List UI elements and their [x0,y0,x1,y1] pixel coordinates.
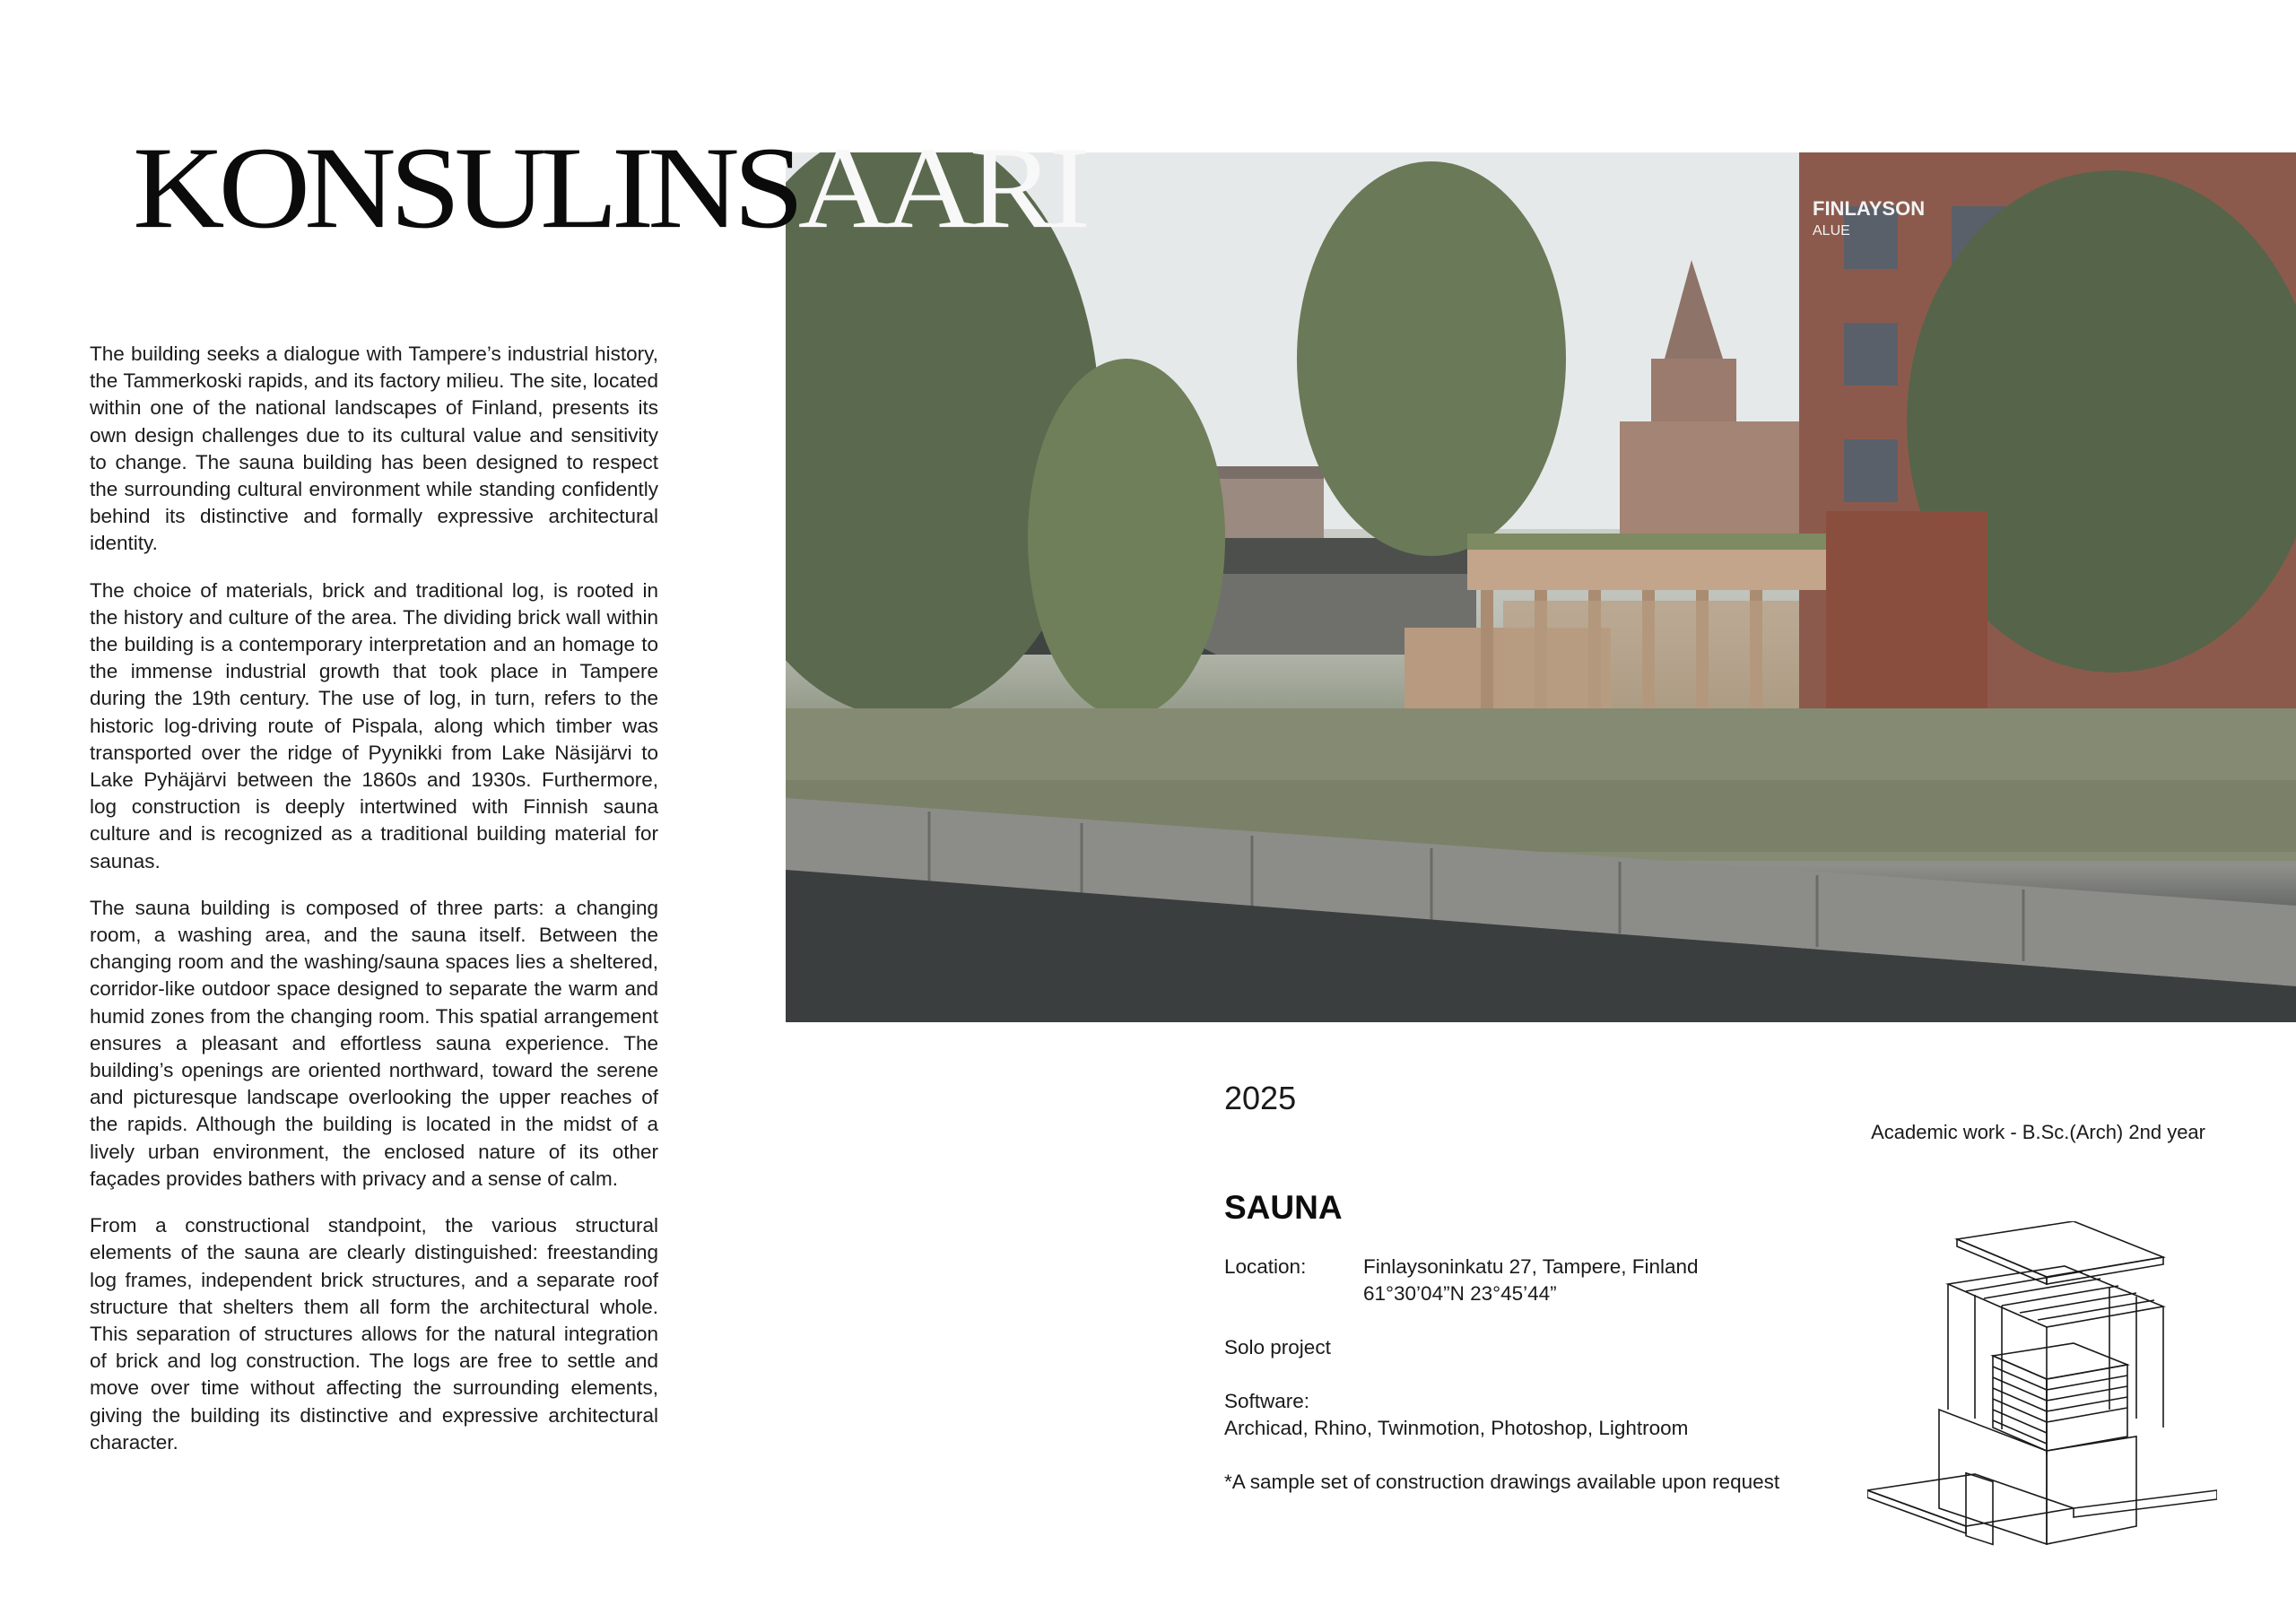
exploded-axonometric-drawing [1867,1221,2217,1553]
paragraph-construction: From a constructional standpoint, the various structural elements of the sauna are clearly distinguished: freestanding log frames, independent brick structures, and a separate roof structure that shelters them all form the architectural whole. This separation of structures allows for the natural integration of brick and log construction. The logs are free to settle and move over time without affecting the surrounding elements, giving the building its distinctive and expressive architectural character. [90,1214,658,1454]
software-label: Software: [1224,1390,1310,1412]
solo-project-label: Solo project [1224,1336,1331,1358]
factory-sign-subtext: ALUE [1813,223,1850,239]
location-label: Location: [1224,1255,1307,1278]
sauna-render-photo [786,152,2296,1022]
academic-label: Academic work - B.Sc.(Arch) 2nd year [1871,1121,2205,1143]
title-dark-part: KONSULINS [133,122,798,253]
location-coordinates: 61°30’04”N 23°45’44” [1363,1282,1557,1305]
location-address: Finlaysoninkatu 27, Tampere, Finland [1363,1255,1699,1278]
paragraph-intro: The building seeks a dialogue with Tampere’s industrial history, the Tammerkoski rapids, and its factory milieu. The site, located within one of the national landscapes of Finland, presents its own design challenges due to its cultural value and sensitivity to change. The sauna building has been designed to respect the surrounding cultural environment while standing confidently behind its distinctive and formally expressive architectural identity. [90,343,658,555]
software-list: Archicad, Rhino, Twinmotion, Photoshop, Lightroom [1224,1417,1689,1439]
title-light-part: AARI [797,122,1084,253]
location-value [1363,1254,1699,1307]
paragraph-layout: The sauna building is composed of three parts: a changing room, a washing area, and the sauna itself. Between the changing room and the washing/sauna spaces lies a sheltered, corridor-like outdoor space designed to separate the warm and humid zones from the changing room. This spatial arrangement ensures a pleasant and effortless sauna experience. The building’s openings are oriented northward, toward the serene and picturesque landscape overlooking the upper reaches of the rapids. Although the building is located in the midst of a lively urban environment, the enclosed nature of its other façades provides bathers with privacy and a sense of calm. [90,896,658,1190]
drawings-note: *A sample set of construction drawings available upon request [1224,1471,1780,1493]
project-name: SAUNA [1224,1189,1343,1226]
render-illustration [786,152,2296,1022]
factory-sign-text: FINLAYSON [1813,197,1926,220]
paragraph-materials: The choice of materials, brick and traditional log, is rooted in the history and culture of the area. The dividing brick wall within the building is a contemporary interpretation and an homage to the immense industrial growth that took place in Tampere during the 19th century. The use of log, in turn, refers to the historic log-driving route of Pispala, along which timber was transported over the ridge of Pyynikki from Lake Näsijärvi to Lake Pyhäjärvi between the 1860s and 1930s. Furthermore, log construction is deeply intertwined with Finnish sauna culture and is recognized as a traditional building material for saunas. [90,578,658,872]
description-text [90,341,658,1476]
project-year: 2025 [1224,1080,1297,1116]
page-title [133,122,1084,253]
